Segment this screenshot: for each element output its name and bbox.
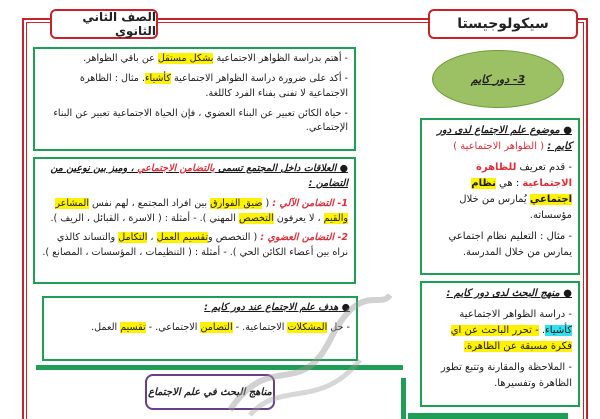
text: ، وميز بين نوعين من التضامن :	[50, 163, 348, 189]
text: ،	[147, 232, 157, 244]
text: موضوع علم الاجتماع لدى دور كايم :	[437, 125, 572, 152]
highlight: المشكلات	[287, 321, 328, 333]
text: . مثال : الظاهرة الاجتماعية لا تفنى بفناء الفرد كاللغة.	[79, 72, 348, 99]
highlight: التخصص	[238, 212, 274, 224]
research-methods-title-box	[145, 374, 275, 410]
method-2: - الملاحظة والمقارنة وتتبع تطور الظاهرة وتفسيرها.	[440, 362, 572, 389]
text: والتساند كالذي نراه بين أعضاء الكائن الحي ). - أمثلة : ( التنظيمات ، المؤسسات ، المصانع ).	[42, 232, 348, 259]
social-solidarity-box	[33, 157, 356, 284]
text: عن باقي الظواهر.	[83, 53, 158, 64]
section-title: 3- دور كايم	[470, 72, 526, 86]
text: ( التخصص و	[208, 232, 261, 244]
sociology-subject-box	[420, 118, 580, 275]
text: (	[262, 197, 273, 209]
subject-heading	[428, 123, 572, 155]
example: - مثال : التعليم نظام اجتماعي يمارس من خلال المدرسة.	[448, 231, 572, 258]
highlight: التضامن	[200, 321, 233, 333]
text: ، لا يعرفون	[273, 212, 324, 224]
method-1	[428, 307, 572, 355]
brand-title: سيكولوجيستا	[457, 16, 549, 32]
text: - أكد على ضرورة دراسة الظواهر الاجتماعية	[170, 72, 348, 84]
text: الاجتماعية. -	[232, 321, 288, 333]
goal-heading	[50, 301, 350, 316]
text: - دراسة الظواهر الاجتماعية	[459, 309, 572, 320]
goal-items	[50, 321, 350, 336]
text: بين افراد المجتمع ، لهم نفس	[89, 197, 211, 209]
idea-1	[41, 52, 348, 67]
text: - حل	[327, 321, 350, 333]
research-method-box	[420, 281, 580, 407]
durkheim-ideas-box	[33, 47, 356, 151]
text: يُمارس من خلال مؤسساته.	[459, 194, 572, 221]
text: : هي	[495, 178, 523, 189]
text: هدف علم الاجتماع عند دور كايم :	[204, 302, 339, 313]
idea-3: - حياة الكائن تعبير عن البناء العضوي ، فإن الحياة الاجتماعية تعبير عن البناء الإجتماعي.	[53, 107, 348, 134]
text: الاجتماعي. -	[145, 321, 201, 333]
text: .	[538, 325, 546, 336]
highlight: - تحرر الباحث عن اي فكرة مسبقة عن الظاهرة.	[450, 325, 572, 352]
bottom-green-bar	[408, 413, 568, 419]
highlight: كأشياء	[545, 325, 572, 336]
text: العمل.	[91, 321, 121, 333]
highlight: نظام اجتماعي	[471, 178, 572, 205]
bullet-icon	[560, 125, 572, 136]
highlight: تقسيم العمل	[156, 232, 209, 244]
grade-tab	[50, 9, 158, 39]
brand-tab	[428, 9, 578, 39]
highlight: كأشياء	[145, 72, 171, 84]
text: منهج البحث لدى دور كايم :	[446, 288, 560, 299]
organic-solidarity	[41, 231, 348, 261]
grade-title: الصف الثاني الثانوي	[82, 10, 156, 38]
label: 1- التضامن الآلي :	[272, 197, 348, 209]
highlight: المشاعر والقيم	[55, 197, 348, 224]
text: - قدم تعريف	[516, 162, 572, 173]
definition	[428, 160, 572, 224]
mechanical-solidarity	[41, 197, 348, 227]
bullet-icon	[336, 163, 348, 174]
sociology-goal-box	[42, 296, 358, 361]
highlight: تقسيم	[120, 321, 146, 333]
divider-bar	[36, 365, 403, 370]
research-methods-title: مناهج البحث في علم الاجتماع	[148, 386, 272, 398]
section-title-ellipse	[432, 50, 564, 108]
highlight: ضيق الفوارق	[210, 197, 263, 209]
label: 2- التضامن العضوي :	[260, 232, 348, 244]
solidarity-heading	[41, 162, 348, 192]
text: المهني ). - أمثلة : ( الاسرة ، القبائل ، الريف ).	[50, 212, 239, 224]
text: العلاقات داخل المجتمع تسمى	[214, 163, 337, 174]
highlight: التكامل	[118, 232, 148, 244]
divider-vertical-bar	[401, 378, 406, 419]
red-text: ( الظواهر الاجتماعية )	[453, 141, 548, 152]
idea-2	[41, 72, 348, 102]
red-text: بالتضامن الاجتماعي	[137, 163, 215, 174]
bullet-icon	[338, 302, 350, 313]
red-text: للظاهرة الاجتماعية	[475, 162, 572, 189]
bullet-icon	[560, 288, 572, 299]
text: - أهتم بدراسة الظواهر الاجتماعية	[213, 53, 348, 64]
highlight: بشكل مستقل	[157, 53, 214, 64]
method-heading	[428, 286, 572, 302]
